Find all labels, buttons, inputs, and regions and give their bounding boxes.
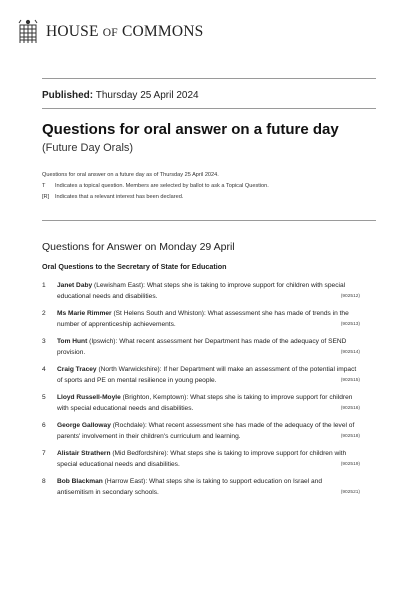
member-name: Janet Daby bbox=[57, 282, 93, 289]
key-row bbox=[42, 192, 362, 203]
question-number: 6 bbox=[42, 422, 46, 429]
question-text: What steps she is taking to improve support for children with special educational needs and disabilities. bbox=[57, 394, 353, 412]
question-ref: (902513) bbox=[340, 322, 360, 327]
constituency: (Rochdale): bbox=[112, 422, 147, 429]
question-ref: (902514) bbox=[340, 350, 360, 355]
question-item bbox=[42, 336, 360, 358]
question-text: What assessment she has made of trends in the number of apprenticeship achievements. bbox=[57, 310, 349, 328]
question-text: What recent assessment her Department has made of the adequacy of SEND provision. bbox=[57, 338, 347, 356]
subsection-heading: Oral Questions to the Secretary of State for Education bbox=[42, 262, 227, 271]
constituency: (Ipswich): bbox=[89, 338, 118, 345]
divider bbox=[42, 220, 376, 221]
key-symbol: T bbox=[42, 183, 46, 189]
question-item bbox=[42, 420, 360, 442]
published-date: Thursday 25 April 2024 bbox=[95, 90, 199, 101]
constituency: (Lewisham East): bbox=[94, 282, 145, 289]
question-number: 4 bbox=[42, 366, 46, 373]
constituency: (North Warwickshire): bbox=[98, 366, 162, 373]
divider bbox=[42, 78, 376, 79]
member-name: George Galloway bbox=[57, 422, 111, 429]
constituency: (Mid Bedfordshire): bbox=[112, 450, 169, 457]
question-ref: (902515) bbox=[340, 378, 360, 383]
house-of-commons-wordmark: HOUSE OF COMMONS bbox=[46, 23, 204, 40]
question-text: What steps she is taking to improve support for children with special educational needs and disabilities. bbox=[57, 282, 346, 300]
house-of-commons-header bbox=[17, 15, 203, 49]
member-name: Alistair Strathern bbox=[57, 450, 111, 457]
intro-line: Questions for oral answer on a future day as of Thursday 25 April 2024. bbox=[42, 172, 219, 178]
published-label: Published: bbox=[42, 90, 94, 101]
question-text: What steps she is taking to improve support for children with special educational needs and disabilities. bbox=[57, 450, 347, 468]
question-ref: (902516) bbox=[340, 406, 360, 411]
question-ref: (902521) bbox=[340, 490, 360, 495]
constituency: (Harrow East): bbox=[104, 478, 148, 485]
page-subtitle: (Future Day Orals) bbox=[42, 142, 134, 154]
constituency: (Brighton, Kemptown): bbox=[122, 394, 189, 401]
question-item bbox=[42, 392, 360, 414]
question-ref: (902518) bbox=[340, 434, 360, 439]
intro-notes bbox=[42, 170, 362, 203]
question-number: 2 bbox=[42, 310, 46, 317]
page-title: Questions for oral answer on a future day bbox=[42, 121, 339, 138]
key-description: Indicates that a relevant interest has been declared. bbox=[55, 194, 184, 200]
member-name: Craig Tracey bbox=[57, 366, 97, 373]
question-ref: (902512) bbox=[340, 294, 360, 299]
constituency: (St Helens South and Whiston): bbox=[113, 310, 206, 317]
question-item bbox=[42, 308, 360, 330]
question-number: 3 bbox=[42, 338, 46, 345]
question-text: What steps she is taking to support education on Israel and antisemitism in secondary schools. bbox=[57, 478, 323, 496]
question-number: 5 bbox=[42, 394, 46, 401]
questions-list bbox=[42, 280, 360, 504]
question-item bbox=[42, 364, 360, 386]
question-item bbox=[42, 448, 360, 470]
section-heading: Questions for Answer on Monday 29 April bbox=[42, 241, 235, 253]
key-row bbox=[42, 181, 362, 192]
member-name: Ms Marie Rimmer bbox=[57, 310, 112, 317]
question-item bbox=[42, 280, 360, 302]
member-name: Tom Hunt bbox=[57, 338, 88, 345]
question-text: If her Department will make an assessment of the potential impact of sports and PE on mental resilience in young people. bbox=[57, 366, 357, 384]
question-text: What recent assessment she has made of the adequacy of the level of parents' involvement in their children's curriculum and learning. bbox=[57, 422, 355, 440]
question-number: 7 bbox=[42, 450, 46, 457]
portcullis-logo-icon bbox=[17, 19, 39, 45]
key-symbol: [R] bbox=[42, 194, 50, 200]
divider bbox=[42, 108, 376, 109]
question-ref: (902519) bbox=[340, 462, 360, 467]
member-name: Lloyd Russell-Moyle bbox=[57, 394, 121, 401]
question-item bbox=[42, 476, 360, 498]
question-number: 1 bbox=[42, 282, 46, 289]
member-name: Bob Blackman bbox=[57, 478, 103, 485]
published-line bbox=[42, 90, 199, 101]
key-description: Indicates a topical question. Members are selected by ballot to ask a Topical Question. bbox=[55, 183, 269, 189]
question-number: 8 bbox=[42, 478, 46, 485]
